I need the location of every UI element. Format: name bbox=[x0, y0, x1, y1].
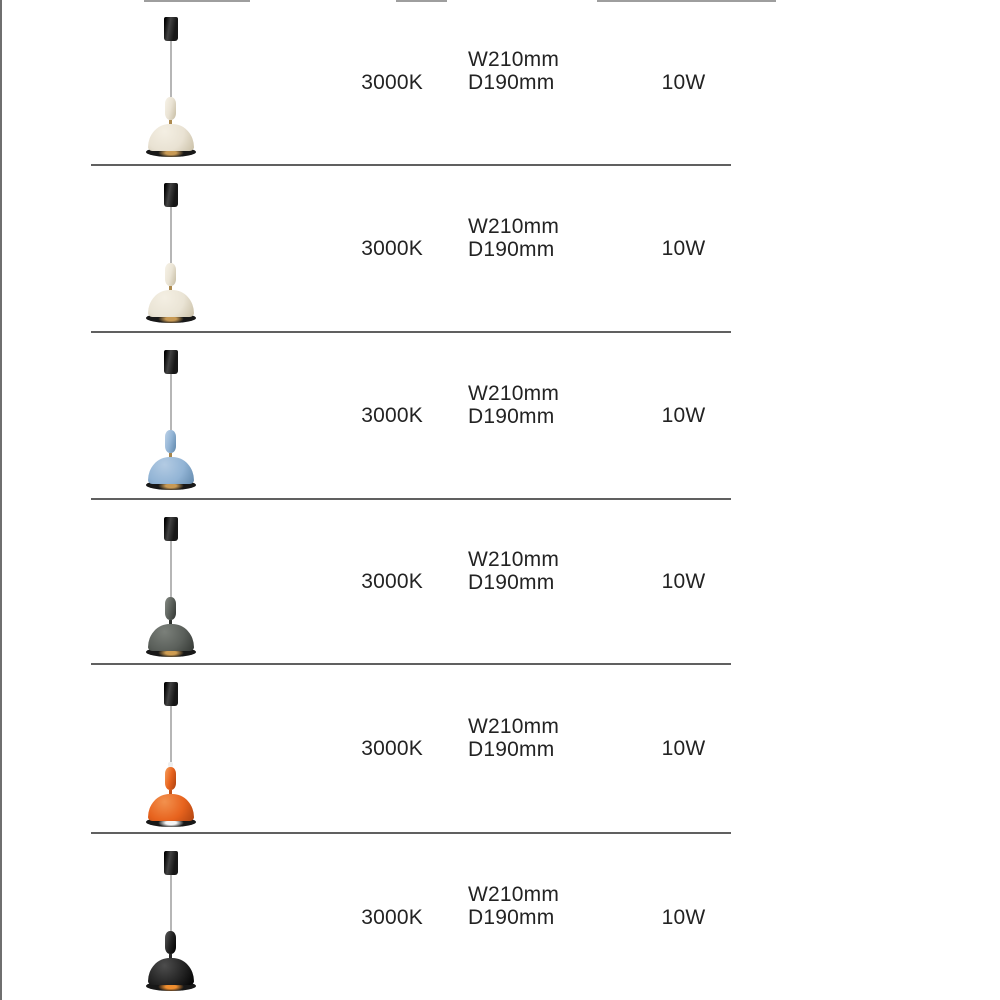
color-temperature-value: 3000K bbox=[361, 905, 423, 929]
lamp-holder bbox=[165, 97, 176, 120]
dimension-depth-value: D190mm bbox=[468, 906, 555, 929]
product-image-cell bbox=[91, 665, 245, 832]
product-image-cell bbox=[91, 166, 245, 331]
pendant-lamp-image bbox=[146, 500, 196, 657]
pendant-lamp-image bbox=[146, 834, 196, 991]
dimension-depth-value: D190mm bbox=[468, 71, 555, 94]
wattage-cell bbox=[638, 166, 729, 331]
lamp-holder bbox=[165, 597, 176, 620]
lamp-shade bbox=[146, 290, 196, 323]
wattage-cell bbox=[638, 665, 729, 832]
row-divider bbox=[91, 832, 731, 834]
row-divider bbox=[91, 164, 731, 166]
product-image-cell bbox=[91, 333, 245, 498]
dimensions-value bbox=[468, 215, 559, 261]
dimension-depth-value: D190mm bbox=[468, 570, 555, 594]
dimensions-cell bbox=[438, 0, 637, 164]
lamp-shade-dome bbox=[148, 794, 194, 821]
product-image-cell bbox=[91, 0, 245, 164]
dimensions-value bbox=[468, 715, 559, 761]
lamp-canopy bbox=[164, 682, 178, 706]
dimensions-value bbox=[468, 548, 559, 594]
wattage-cell bbox=[638, 333, 729, 498]
pendant-lamp-image bbox=[146, 665, 196, 827]
color-temperature-cell bbox=[246, 166, 437, 331]
dimension-depth-value: D190mm bbox=[468, 404, 555, 428]
lamp-wire bbox=[170, 41, 172, 97]
lamp-holder bbox=[165, 430, 176, 453]
dimension-width-value: W210mm bbox=[468, 714, 560, 738]
lamp-canopy bbox=[164, 17, 178, 41]
pendant-lamp-image bbox=[146, 166, 196, 323]
dimension-width-value: W210mm bbox=[468, 381, 560, 405]
dimension-depth-value: D190mm bbox=[468, 737, 555, 761]
dimensions-cell bbox=[438, 834, 637, 1000]
dimensions-cell bbox=[438, 665, 637, 832]
lamp-canopy bbox=[164, 183, 178, 207]
dimensions-value bbox=[468, 883, 559, 929]
lamp-shade-dome bbox=[148, 457, 194, 484]
dimensions-cell bbox=[438, 333, 637, 498]
pendant-lamp-image bbox=[146, 333, 196, 490]
dimensions-value bbox=[468, 382, 559, 428]
row-divider bbox=[91, 331, 731, 333]
color-temperature-value: 3000K bbox=[361, 570, 423, 593]
table-row bbox=[0, 166, 1000, 331]
wattage-cell bbox=[638, 834, 729, 1000]
wattage-value: 10W bbox=[661, 737, 706, 760]
wattage-cell bbox=[638, 0, 729, 164]
lamp-holder bbox=[165, 767, 176, 790]
table-row bbox=[0, 834, 1000, 1000]
row-divider bbox=[91, 663, 731, 665]
color-temperature-value: 3000K bbox=[361, 237, 423, 260]
column-divider bbox=[0, 0, 2, 1000]
color-temperature-value: 3000K bbox=[361, 404, 423, 427]
dimension-depth-value: D190mm bbox=[468, 237, 555, 261]
color-temperature-cell bbox=[246, 665, 437, 832]
lamp-wire bbox=[170, 207, 172, 263]
lamp-shade-dome bbox=[148, 290, 194, 317]
lamp-shade bbox=[146, 958, 196, 991]
color-temperature-cell bbox=[246, 0, 437, 164]
lamp-holder bbox=[165, 263, 176, 286]
dimensions-value bbox=[468, 48, 559, 94]
color-temperature-value: 3000K bbox=[361, 70, 423, 94]
color-temperature-cell bbox=[246, 333, 437, 498]
dimensions-cell bbox=[438, 500, 637, 663]
lamp-wire bbox=[170, 541, 172, 597]
lamp-shade-dome bbox=[148, 624, 194, 651]
product-image-cell bbox=[91, 834, 245, 1000]
table-row bbox=[0, 500, 1000, 663]
lamp-shade bbox=[146, 124, 196, 157]
lamp-wire bbox=[170, 374, 172, 430]
wattage-cell bbox=[638, 500, 729, 663]
lamp-shade-dome bbox=[148, 124, 194, 151]
pendant-lamp-image bbox=[146, 0, 196, 157]
row-divider bbox=[91, 498, 731, 500]
lamp-wire bbox=[170, 706, 172, 762]
dimension-width-value: W210mm bbox=[468, 547, 560, 571]
lamp-shade bbox=[146, 794, 196, 827]
dimension-width-value: W210mm bbox=[468, 883, 560, 906]
lamp-holder bbox=[165, 931, 176, 954]
color-temperature-value: 3000K bbox=[361, 737, 423, 760]
dimension-width-value: W210mm bbox=[468, 214, 560, 238]
lamp-canopy bbox=[164, 851, 178, 875]
lamp-shade bbox=[146, 457, 196, 490]
table-row bbox=[0, 333, 1000, 498]
wattage-value: 10W bbox=[661, 70, 706, 94]
wattage-value: 10W bbox=[661, 404, 706, 427]
dimension-width-value: W210mm bbox=[468, 48, 560, 71]
dimensions-cell bbox=[438, 166, 637, 331]
lamp-wire bbox=[170, 875, 172, 931]
color-temperature-cell bbox=[246, 500, 437, 663]
wattage-value: 10W bbox=[661, 237, 706, 260]
color-temperature-cell bbox=[246, 834, 437, 1000]
table-row bbox=[0, 0, 1000, 164]
lamp-canopy bbox=[164, 517, 178, 541]
lamp-shade bbox=[146, 624, 196, 657]
wattage-value: 10W bbox=[661, 570, 706, 593]
lamp-canopy bbox=[164, 350, 178, 374]
table-row bbox=[0, 665, 1000, 832]
product-image-cell bbox=[91, 500, 245, 663]
wattage-value: 10W bbox=[661, 905, 706, 929]
lamp-shade-dome bbox=[148, 958, 194, 985]
